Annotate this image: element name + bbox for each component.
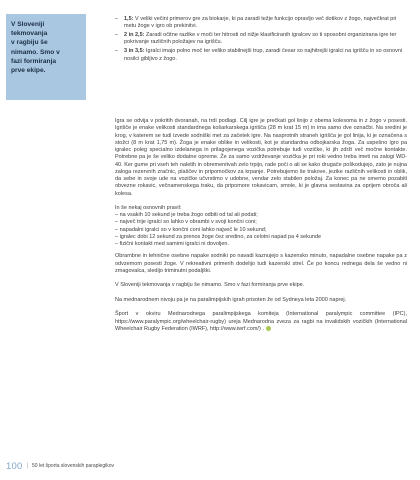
pull-quote-line: V Sloveniji: [11, 21, 45, 28]
rule-item: – fizični kontakt med samimi igralci ni dovoljen.: [115, 241, 230, 248]
body-paragraph: Obrambne in tehnične osebne napake sodniki po navadi kaznujejo s kazensko minuto, napadalne osebne napake pa z odvzemom posesti žoge. V rekreativni primerih dodelijo tudi kazenski strel. Če po koncu rednega dela še vedno ni zmagovalca, sledijo triminutni podaljški.: [115, 253, 407, 274]
pull-quote-line: tekmovanja: [11, 30, 48, 38]
pull-quote-box: [6, 14, 86, 100]
footer-publication-title: 50 let športa slovenskih paraplegikov: [32, 463, 115, 469]
rule-item: – napadalni igralci so v končni coni lahko največ le 10 sekund;: [115, 226, 267, 233]
classification-text: Zaradi očitne razlike v moči ter hitrosti od nižje klasificiranih igralcev so ti sposobni organizirana igre ter pokrivanje različnih položajev na igrišču.: [124, 32, 397, 46]
classification-list: [115, 16, 407, 65]
classification-text: Igralci imajo polno moč ter veliko stabilnejši trup, zaradi česar so najhitrejši igralci na igrišču in so osnovni nosilci gibljivo z žogo.: [124, 48, 403, 62]
bullet-dash: –: [115, 32, 119, 39]
pull-quote-line: prve ekipe.: [11, 67, 46, 75]
classification-lead: 1,5:: [124, 16, 134, 22]
rules-intro: In še nekaj osnovnih pravil:: [115, 204, 182, 211]
pull-quote-line: v ragbiju še: [11, 39, 48, 47]
classification-item: [115, 16, 407, 31]
ipc-paragraph-text: Šport v okviru Mednarodnega paralimpijskega komiteja (International paralympic committee (IPC), https://www.paralympic.org/wheelchair-rugby) ureja Mednarodna zveza za ragbi na invalidskih vozičkih (International Wheelchair Rugby Federation (IWRF), http://www.iwrf.com/) .: [115, 311, 407, 332]
pull-quote-line: fazi formiranja: [11, 57, 57, 65]
classification-lead: 3 in 3,5:: [124, 48, 145, 55]
pull-quote-line: nimamo. Smo v: [11, 48, 60, 56]
classification-lead: 2 in 2,5:: [124, 32, 145, 39]
classification-item: [115, 32, 407, 47]
rule-item: – igralec dobi 12 sekund za prenos žoge čez sredino, za celotni napad pa 4 sekunde: [115, 233, 322, 240]
body-paragraph: Igra se odvija v pokritih dvoranah, na trdi podlagi. Cilj igre je prečkati gol linijo z obema kolesoma in z žogo v posesti. Igrišče je enake velikosti standardnega košarkarskega igrišča (28 m krat 15 m) in ima samo dve označbi. Na sredini je krog, v katerem se tudi izvede sodniški met za začetek igre. Na nasprotnih straneh igrišča je gol linija, ki je označena s stožci (8 m krat 1,75 m). Žoga je enake oblike in velikosti, kot je standardna odbojkarska žoga. Za uspešno igro pa igralec poleg specialno izdelanega in prilagojenega vozička potrebuje tudi vozičke, ki jih zdrži več močne kontakte. Potrebne pa je še veliko dodatne opreme. Že za samo vzdrževanje vozička je pri roki vedno treba imeti na zalogi WD-40. Ker gume pri vseh teh naletih in obremenitvah zelo trpijo, rade poči o ali se kako drugače poškodujejo, zato je nujna zaloga rezervnih zračnic, plaščev in pripomočkov za krpanje. Potrebujemo še trakove, jezike različnih velikosti in oblik, da sebe in svoje ude na vozičke učvrstimo v udobne, vendar zelo stabilen položaj. Za konec pa ne smemo pozabiti obvezne rokavic, večnamenskega traku, da pripomore rokavicam, smole, ki je glavna sestavina za oprijem obroča ali kolesa.: [115, 118, 407, 197]
footer-separator: |: [26, 463, 29, 469]
bullet-dash: –: [115, 48, 119, 55]
rule-item: – največ trije igralci so lahko v obrambi v svoji končni coni;: [115, 219, 257, 226]
classification-text: V veliki večini primerov gre za biokarje, ki pa zaradi težje funkcijo opravljo več dotikov z žogo, največkrat pri metu žoge v igro ob prekinitvi.: [124, 16, 397, 30]
end-of-article-mark: [266, 326, 271, 331]
rules-list: [115, 205, 407, 249]
page-number: 100: [6, 460, 23, 472]
bullet-dash: –: [115, 16, 119, 22]
rule-item: – na vsakih 10 sekund je treba žogo odbiti od tal ali podati;: [115, 212, 258, 219]
classification-item: [115, 48, 407, 63]
body-paragraph: Na mednarodnem nivoju pa je na paralimpijskih igrah prisoten že od Sydneya leta 2000 naprej.: [115, 296, 347, 303]
body-paragraph: [115, 311, 407, 333]
article-body: [115, 118, 407, 340]
page-footer: [6, 460, 306, 472]
body-paragraph: V Sloveniji tekmovanja v ragbiju še nimamo. Smo v fazi formiranja prve ekipe.: [115, 282, 305, 289]
